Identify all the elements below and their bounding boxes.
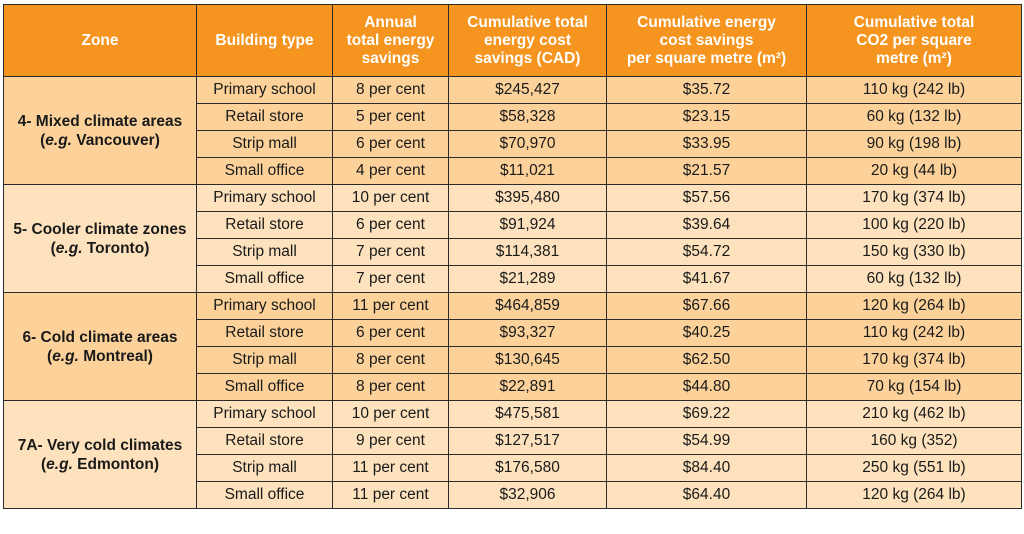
zone-city: Montreal [78,347,148,365]
building-type-cell: Primary school [197,293,333,320]
annual-savings-cell: 8 per cent [333,77,449,104]
zone-eg: e.g. [46,455,73,473]
per-square-metre-cell: $35.72 [607,77,807,104]
co2-cell: 110 kg (242 lb) [807,320,1022,347]
building-type-cell: Small office [197,482,333,509]
per-square-metre-cell: $44.80 [607,374,807,401]
table-container [3,4,1022,509]
building-type-cell: Strip mall [197,131,333,158]
header-zone: Zone [4,5,197,77]
header-per-square-metre: Cumulative energy cost savings per square metre (m²) [607,5,807,77]
building-type-cell: Primary school [197,77,333,104]
co2-cell: 60 kg (132 lb) [807,266,1022,293]
annual-savings-cell: 11 per cent [333,293,449,320]
co2-cell: 170 kg (374 lb) [807,347,1022,374]
co2-cell: 20 kg (44 lb) [807,158,1022,185]
zone-cell: 4- Mixed climate areas (e.g. Vancouver) [4,77,197,185]
per-square-metre-cell: $57.56 [607,185,807,212]
building-type-cell: Strip mall [197,239,333,266]
building-type-cell: Small office [197,374,333,401]
co2-cell: 210 kg (462 lb) [807,401,1022,428]
cost-savings-cell: $176,580 [449,455,607,482]
cost-savings-cell: $127,517 [449,428,607,455]
zone-eg: e.g. [55,239,83,257]
per-square-metre-cell: $41.67 [607,266,807,293]
annual-savings-cell: 6 per cent [333,131,449,158]
annual-savings-cell: 10 per cent [333,185,449,212]
zone-cell: 6- Cold climate areas (e.g. Montreal) [4,293,197,401]
per-square-metre-cell: $23.15 [607,104,807,131]
co2-cell: 250 kg (551 lb) [807,455,1022,482]
header-building-type: Building type [197,5,333,77]
per-square-metre-cell: $64.40 [607,482,807,509]
zone-name: 7A- Very cold climates [17,436,183,454]
cost-savings-cell: $475,581 [449,401,607,428]
annual-savings-cell: 11 per cent [333,482,449,509]
zone-cell: 7A- Very cold climates (e.g. Edmonton) [4,401,197,509]
zone-name: 6- Cold climate areas [22,328,178,346]
co2-cell: 120 kg (264 lb) [807,482,1022,509]
table-row [4,185,1022,212]
per-square-metre-cell: $69.22 [607,401,807,428]
per-square-metre-cell: $54.72 [607,239,807,266]
per-square-metre-cell: $67.66 [607,293,807,320]
cost-savings-cell: $395,480 [449,185,607,212]
annual-savings-cell: 8 per cent [333,374,449,401]
zone-cell: 5- Cooler climate zones (e.g. Toronto) [4,185,197,293]
co2-cell: 60 kg (132 lb) [807,104,1022,131]
co2-cell: 150 kg (330 lb) [807,239,1022,266]
per-square-metre-cell: $62.50 [607,347,807,374]
annual-savings-cell: 7 per cent [333,239,449,266]
cost-savings-cell: $32,906 [449,482,607,509]
header-row [4,5,1022,77]
per-square-metre-cell: $39.64 [607,212,807,239]
energy-savings-table [3,4,1022,509]
cost-savings-cell: $21,289 [449,266,607,293]
cost-savings-cell: $114,381 [449,239,607,266]
zone-name: 4- Mixed climate areas [17,112,183,130]
co2-cell: 160 kg (352) [807,428,1022,455]
annual-savings-cell: 7 per cent [333,266,449,293]
zone-eg: e.g. [52,347,79,365]
annual-savings-cell: 8 per cent [333,347,449,374]
building-type-cell: Small office [197,158,333,185]
building-type-cell: Retail store [197,428,333,455]
building-type-cell: Small office [197,266,333,293]
zone-city: Vancouver [71,131,155,149]
header-annual-savings: Annual total energy savings [333,5,449,77]
cost-savings-cell: $58,328 [449,104,607,131]
zone-city: Toronto [82,239,145,257]
cost-savings-cell: $22,891 [449,374,607,401]
building-type-cell: Strip mall [197,347,333,374]
cost-savings-cell: $464,859 [449,293,607,320]
annual-savings-cell: 5 per cent [333,104,449,131]
co2-cell: 120 kg (264 lb) [807,293,1022,320]
cost-savings-cell: $93,327 [449,320,607,347]
table-row [4,293,1022,320]
co2-cell: 90 kg (198 lb) [807,131,1022,158]
zone-city: Edmonton [72,455,154,473]
zone-eg: e.g. [45,131,72,149]
cost-savings-cell: $245,427 [449,77,607,104]
co2-cell: 170 kg (374 lb) [807,185,1022,212]
table-row [4,77,1022,104]
cost-savings-cell: $70,970 [449,131,607,158]
building-type-cell: Retail store [197,320,333,347]
annual-savings-cell: 10 per cent [333,401,449,428]
per-square-metre-cell: $33.95 [607,131,807,158]
per-square-metre-cell: $54.99 [607,428,807,455]
annual-savings-cell: 9 per cent [333,428,449,455]
annual-savings-cell: 11 per cent [333,455,449,482]
cost-savings-cell: $130,645 [449,347,607,374]
zone-name: 5- Cooler climate zones [13,220,187,238]
cost-savings-cell: $11,021 [449,158,607,185]
cost-savings-cell: $91,924 [449,212,607,239]
per-square-metre-cell: $40.25 [607,320,807,347]
per-square-metre-cell: $21.57 [607,158,807,185]
header-cost-savings: Cumulative total energy cost savings (CAD) [449,5,607,77]
annual-savings-cell: 4 per cent [333,158,449,185]
annual-savings-cell: 6 per cent [333,212,449,239]
table-row [4,401,1022,428]
building-type-cell: Retail store [197,104,333,131]
building-type-cell: Primary school [197,185,333,212]
annual-savings-cell: 6 per cent [333,320,449,347]
co2-cell: 110 kg (242 lb) [807,77,1022,104]
building-type-cell: Retail store [197,212,333,239]
header-co2: Cumulative total CO2 per square metre (m²) [807,5,1022,77]
building-type-cell: Strip mall [197,455,333,482]
per-square-metre-cell: $84.40 [607,455,807,482]
co2-cell: 100 kg (220 lb) [807,212,1022,239]
building-type-cell: Primary school [197,401,333,428]
co2-cell: 70 kg (154 lb) [807,374,1022,401]
